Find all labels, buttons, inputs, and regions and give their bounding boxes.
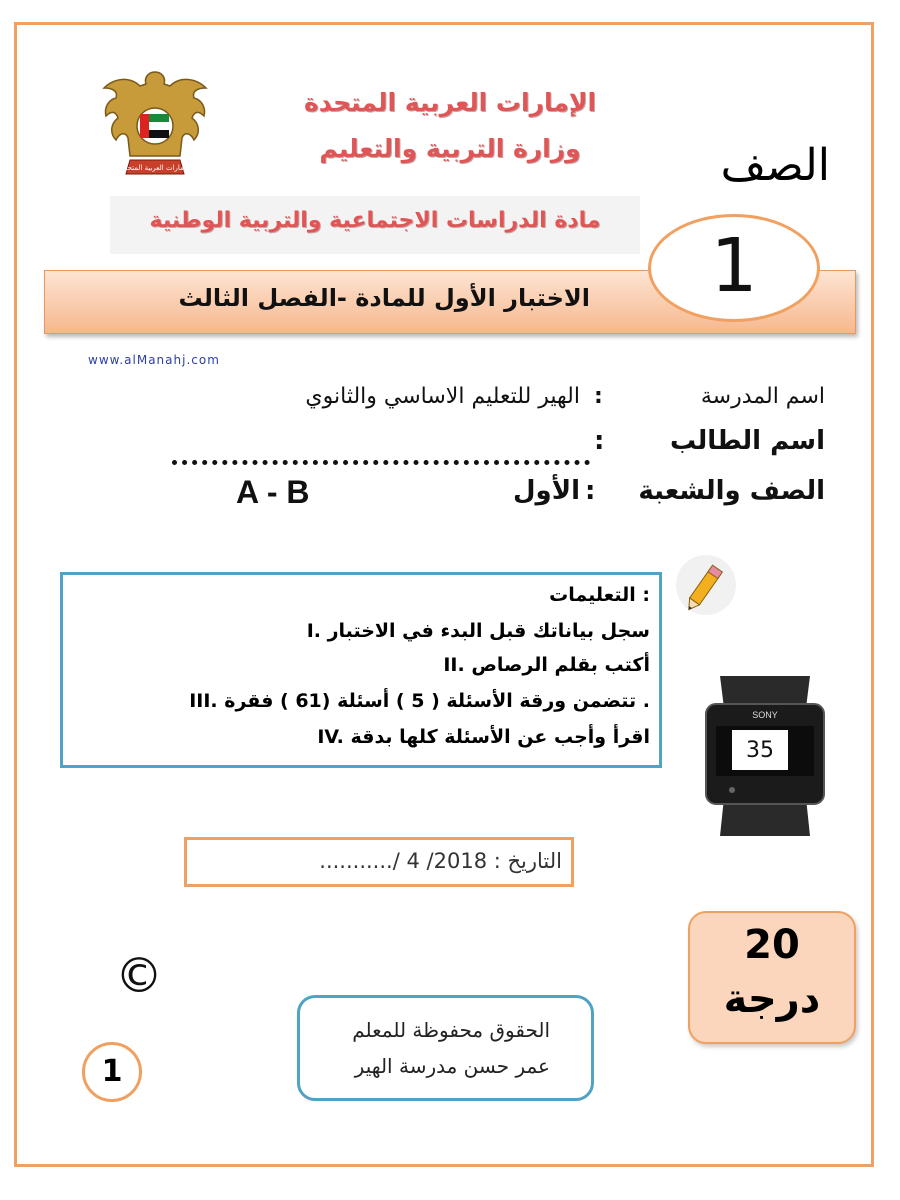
emblem-caption: الإمارات العربية المتحدة: [120, 164, 190, 172]
country-name: الإمارات العربية المتحدة: [303, 88, 597, 117]
instruction-item: IV. اقرأ وأجب عن الأسئلة كلها بدقة: [317, 726, 650, 748]
section-value: A - B: [236, 474, 310, 510]
instruction-item: III. تتضمن ورقة الأسئلة ( 5 ) أسئلة (61 ) فقرة .: [189, 690, 650, 712]
score-value: 20: [744, 922, 800, 968]
rights-line-1: الحقوق محفوظة للمعلم: [352, 1018, 550, 1042]
uae-emblem-icon: [100, 66, 210, 178]
instruction-item: II. أكتب بقلم الرصاص: [443, 654, 650, 676]
exam-date: التاريخ : 2018/ 4 /...........‏: [319, 849, 562, 873]
exam-duration: 35: [746, 738, 774, 763]
school-label: اسم المدرسة: [700, 384, 825, 409]
rights-line-2: عمر حسن مدرسة الهير: [354, 1054, 550, 1078]
subject-name: مادة الدراسات الاجتماعية والتربية الوطنية: [110, 196, 640, 254]
class-section-colon: :: [585, 476, 596, 506]
student-name-colon: :: [594, 426, 605, 456]
instructions-title: التعليمات :: [549, 584, 650, 606]
grade-number: 1: [648, 214, 820, 322]
student-name-field[interactable]: [172, 432, 590, 465]
school-colon: :: [594, 384, 603, 409]
website-link[interactable]: www.alManahj.com: [88, 353, 220, 367]
page-number: 1: [82, 1042, 142, 1102]
student-name-label: اسم الطالب: [670, 426, 825, 456]
school-value: الهير للتعليم الاساسي والثانوي: [305, 384, 580, 409]
class-section-label: الصف والشعبة: [638, 476, 825, 506]
class-value: الأول: [513, 476, 580, 506]
score-unit: درجة: [723, 976, 821, 1022]
copyright-icon: ©: [115, 948, 163, 1004]
ministry-name: وزارة التربية والتعليم: [319, 134, 581, 163]
instruction-item: I. سجل بياناتك قبل البدء في الاختبار: [306, 620, 650, 642]
exam-title: الاختبار الأول للمادة -الفصل الثالث: [178, 284, 590, 312]
rights-box: [297, 995, 594, 1101]
grade-label: الصف: [720, 140, 830, 191]
pencil-icon: [674, 552, 738, 618]
watch-brand: SONY: [752, 710, 778, 720]
